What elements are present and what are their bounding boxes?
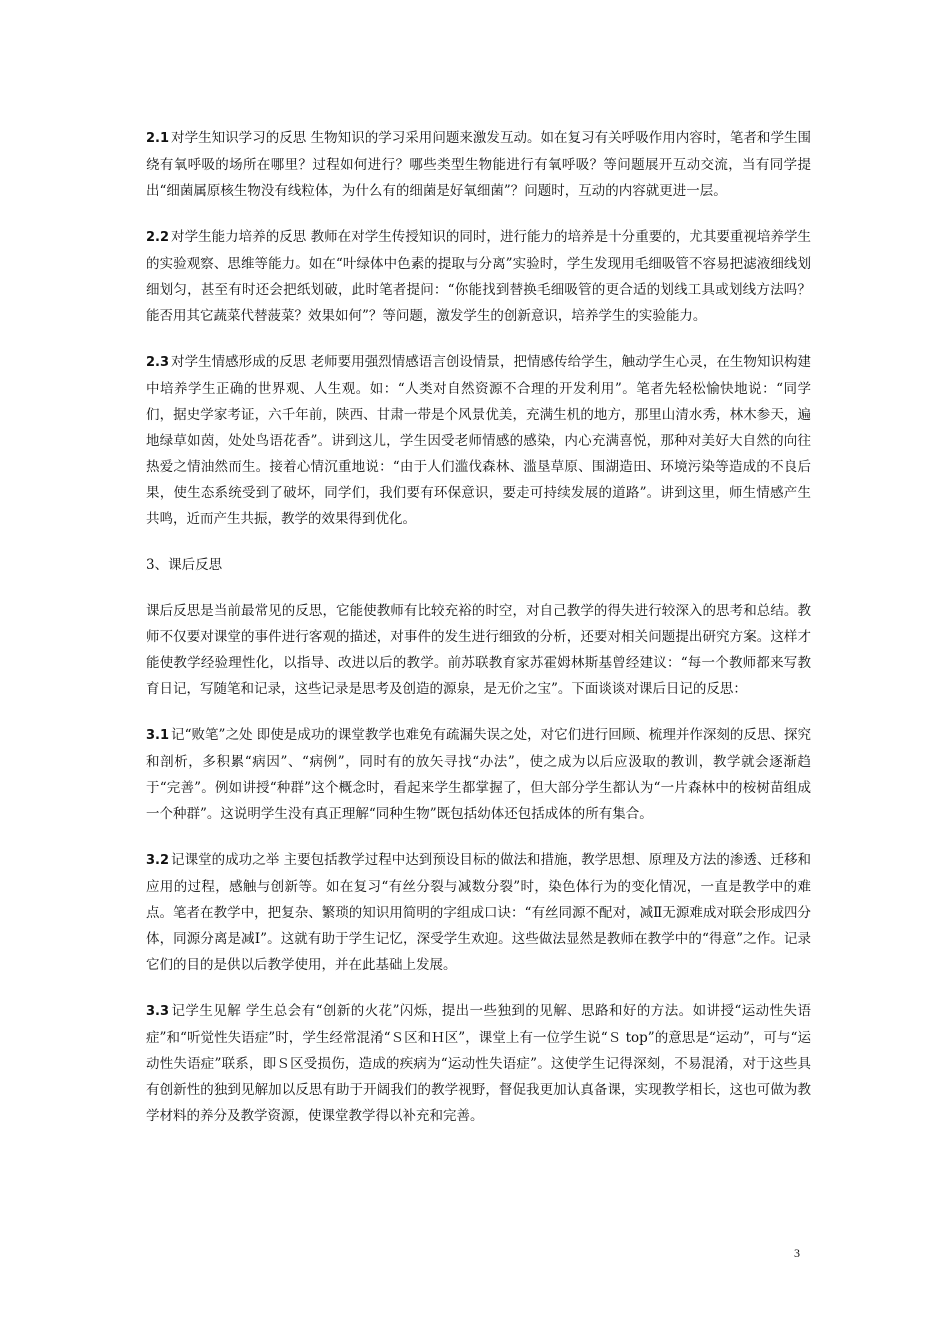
section-heading-3 [146,552,811,578]
paragraph-3-3 [146,998,811,1129]
paragraph-text: 对学生知识学习的反思 生物知识的学习采用问题来激发互动。如在复习有关呼吸作用内容时，笔者和学生围绕有氧呼吸的场所在哪里？过程如何进行？哪些类型生物能进行有氧呼吸？等问题展开互动交流，当有同学提出“细菌属原核生物没有线粒体，为什么有的细菌是好氧细菌”？问题时，互动的内容就更进一层。 [146,130,811,199]
paragraph-text: 课后反思是当前最常见的反思，它能使教师有比较充裕的时空，对自己教学的得失进行较深入的思考和总结。教师不仅要对课堂的事件进行客观的描述，对事件的发生进行细致的分析，还要对相关问题提出研究方案。这样才能使教学经验理性化，以指导、改进以后的教学。前苏联教育家苏霍姆林斯基曾经建议：“每一个教师都来写教育日记，写随笔和记录，这些记录是思考及创造的源泉，是无价之宝”。下面谈谈对课后日记的反思： [146,603,811,697]
paragraph-3-1 [146,722,811,827]
paragraph-text: 对学生情感形成的反思 老师要用强烈情感语言创设情景，把情感传给学生，触动学生心灵，在生物知识构建中培养学生正确的世界观、人生观。如：“人类对自然资源不合理的开发利用”。笔者先轻松愉快地说：“同学们，据史学家考证，六千年前，陕西、甘肃一带是个风景优美，充满生机的地方，那里山清水秀，林木参天，遍地绿草如茵，处处鸟语花香”。讲到这儿，学生因受老师情感的感染，内心充满喜悦，那种对美好大自然的向往热爱之情油然而生。接着心情沉重地说：“由于人们滥伐森林、滥垦草原、围湖造田、环境污染等造成的不良后果，使生态系统受到了破坏，同学们，我们要有环保意识，要走可持续发展的道路”。讲到这里，师生情感产生共鸣，近而产生共振，教学的效果得到优化。 [146,354,811,527]
section-number: 2.1 [146,131,170,146]
paragraph-text: 记“败笔”之处 即使是成功的课堂教学也难免有疏漏失误之处，对它们进行回顾、梳理并作深刻的反思、探究和剖析，多积累“病因”、“病例”，同时有的放矢寻找“办法”，使之成为以后应汲取的教训，教学就会逐渐趋于“完善”。例如讲授“种群”这个概念时，看起来学生都掌握了，但大部分学生都认为“一片森林中的桉树苗组成一个种群”。这说明学生没有真正理解“同种生物”既包括幼体还包括成体的所有集合。 [146,727,811,822]
paragraph-3-2 [146,847,811,978]
section-number: 2.3 [146,355,170,370]
paragraph-3-intro [146,598,811,702]
document-body [146,125,811,1149]
paragraph-2-2 [146,224,811,329]
paragraph-text: 记课堂的成功之举 主要包括教学过程中达到预设目标的做法和措施，教学思想、原理及方法的渗透、迁移和应用的过程，感触与创新等。如在复习“有丝分裂与减数分裂”时，染色体行为的变化情况，一直是教学中的难点。笔者在教学中，把复杂、繁琐的知识用简明的字组成口诀：“有丝同源不配对，减Ⅱ无源难成对联会形成四分体，同源分离是减Ⅰ”。这就有助于学生记忆，深受学生欢迎。这些做法显然是教师在教学中的“得意”之作。记录它们的目的是供以后教学使用，并在此基础上发展。 [146,852,811,973]
paragraph-text: 记学生见解 学生总会有“创新的火花”闪烁，提出一些独到的见解、思路和好的方法。如讲授“运动性失语症”和“听觉性失语症”时，学生经常混淆“Ｓ区和Ｈ区”，课堂上有一位学生说“Ｓ top”的意思是“运动”，可与“运动性失语症”联系，即Ｓ区受损伤，造成的疾病为“运动性失语症”。这使学生记得深刻，不易混淆，对于这些具有创新性的独到见解加以反思有助于开阔我们的教学视野，督促我更加认真备课，实现教学相长，这也可做为教学材料的养分及教学资源，使课堂教学得以补充和完善。 [146,1003,811,1124]
section-number: 2.2 [146,230,170,245]
section-number: 3.1 [146,728,170,743]
paragraph-2-3 [146,349,811,532]
paragraph-2-1 [146,125,811,204]
page-number: 3 [794,1246,800,1260]
paragraph-text: 对学生能力培养的反思 教师在对学生传授知识的同时，进行能力的培养是十分重要的，尤其要重视培养学生的实验观察、思维等能力。如在“叶绿体中色素的提取与分离”实验时，学生发现用毛细吸管不容易把滤液细线划细划匀，甚至有时还会把纸划破，此时笔者提问：“你能找到替换毛细吸管的更合适的划线工具或划线方法吗？能否用其它蔬菜代替菠菜？效果如何”？等问题，激发学生的创新意识，培养学生的实验能力。 [146,229,811,324]
section-number: 3.2 [146,853,170,868]
section-number: 3.3 [146,1004,170,1019]
heading-text: 3、课后反思 [146,557,223,573]
